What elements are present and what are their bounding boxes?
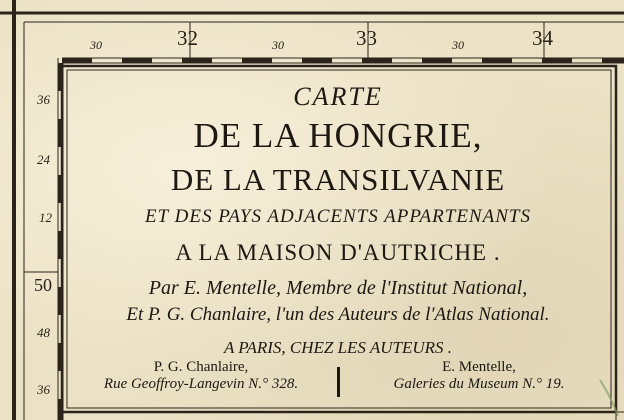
title-carte: CARTE	[293, 82, 383, 111]
top-minute-label-3: 30	[452, 38, 464, 52]
publisher-street-chanlaire: Rue Geoffroy-Langevin N.° 328.	[103, 376, 299, 392]
left-minute-label-12: 12	[39, 210, 52, 225]
top-degree-label-34: 34	[532, 26, 553, 50]
title-transilvanie: DE LA TRANSILVANIE	[170, 162, 506, 197]
publisher-name-mentelle: E. Mentelle,	[442, 359, 516, 375]
top-degree-label-33: 33	[356, 26, 377, 50]
author-mentelle: Par E. Mentelle, Membre de l'Institut National,	[148, 277, 528, 299]
publisher-address-chanlaire	[76, 359, 326, 393]
publisher-name-chanlaire: P. G. Chanlaire,	[153, 359, 249, 375]
publisher-street-mentelle: Galeries du Museum N.° 19.	[393, 376, 565, 392]
title-maison-autriche: A LA MAISON D'AUTRICHE .	[175, 240, 501, 265]
publisher-address-mentelle	[354, 359, 604, 393]
title-pays-adjacents: ET DES PAYS ADJACENTS APPARTENANTS	[145, 206, 531, 227]
left-minute-label-36-bottom: 36	[37, 382, 50, 397]
left-minute-label-36-top: 36	[37, 92, 50, 107]
top-degree-label-32: 32	[177, 26, 198, 50]
left-minute-label-24: 24	[37, 152, 50, 167]
left-minute-label-48: 48	[37, 325, 50, 340]
top-minute-label-1: 30	[90, 38, 102, 52]
address-divider	[337, 367, 340, 397]
left-degree-label-50: 50	[34, 275, 52, 295]
scale-band-top-segments	[62, 58, 624, 63]
author-chanlaire: Et P. G. Chanlaire, l'un des Auteurs de l'Atlas National.	[126, 304, 550, 325]
title-hongrie: DE LA HONGRIE,	[193, 116, 483, 155]
title-cartouche	[62, 72, 614, 408]
top-minute-label-2: 30	[272, 38, 284, 52]
publisher-line: A PARIS, CHEZ LES AUTEURS .	[223, 338, 453, 357]
